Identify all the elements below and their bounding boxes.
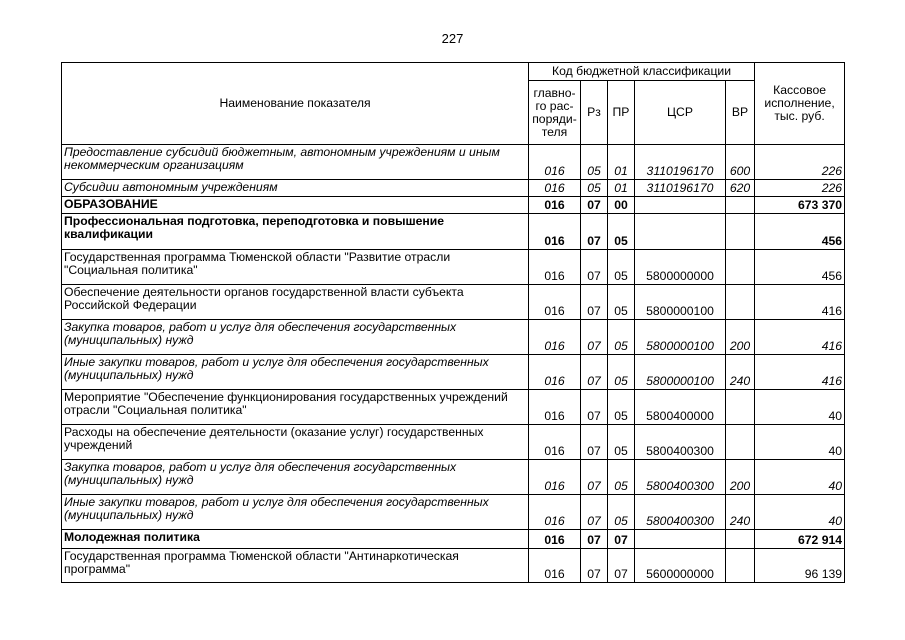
table-row (62, 495, 845, 530)
row-csr (635, 530, 726, 549)
row-csr (635, 214, 726, 250)
row-csr: 5800000100 (635, 285, 726, 320)
row-pr: 05 (608, 320, 635, 355)
row-csr: 5800000100 (635, 320, 726, 355)
row-vr (726, 549, 755, 583)
row-pr: 05 (608, 250, 635, 285)
row-pr: 05 (608, 285, 635, 320)
row-amount: 96 139 (755, 549, 845, 583)
table-row (62, 355, 845, 390)
row-amount: 673 370 (755, 197, 845, 214)
row-csr: 3110196170 (635, 180, 726, 197)
row-vr: 200 (726, 320, 755, 355)
row-glavn: 016 (529, 549, 581, 583)
table-row (62, 250, 845, 285)
row-rz: 07 (581, 390, 608, 425)
row-rz: 07 (581, 460, 608, 495)
row-amount: 416 (755, 355, 845, 390)
row-amount: 456 (755, 250, 845, 285)
row-vr: 600 (726, 145, 755, 180)
row-csr: 5800000000 (635, 250, 726, 285)
row-amount: 416 (755, 320, 845, 355)
row-name: Молодежная политика (62, 530, 529, 549)
row-rz: 07 (581, 197, 608, 214)
row-name: Субсидии автономным учреждениям (62, 180, 529, 197)
header-amount: Кассовое исполнение, тыс. руб. (755, 63, 845, 145)
page-number: 227 (441, 31, 464, 46)
row-rz: 07 (581, 250, 608, 285)
header-pr: ПР (608, 81, 635, 145)
row-amount: 40 (755, 460, 845, 495)
row-name: Иные закупки товаров, работ и услуг для обеспечения государственных (муниципальных) нужд (62, 495, 529, 530)
row-pr: 01 (608, 180, 635, 197)
table-row (62, 530, 845, 549)
row-glavn: 016 (529, 250, 581, 285)
row-name: Мероприятие "Обеспечение функционирования государственных учреждений отрасли "Социальная политика" (62, 390, 529, 425)
table-row (62, 460, 845, 495)
row-csr: 5800400300 (635, 460, 726, 495)
row-pr: 01 (608, 145, 635, 180)
row-rz: 07 (581, 549, 608, 583)
row-glavn: 016 (529, 180, 581, 197)
row-amount: 40 (755, 425, 845, 460)
row-vr: 200 (726, 460, 755, 495)
row-csr: 5800400300 (635, 495, 726, 530)
table-row (62, 320, 845, 355)
row-vr (726, 425, 755, 460)
table-row (62, 425, 845, 460)
header-glavn: главно-го рас-поряди-теля (529, 81, 581, 145)
row-vr: 620 (726, 180, 755, 197)
header-kbk-group: Код бюджетной классификации (529, 63, 755, 81)
row-glavn: 016 (529, 495, 581, 530)
row-glavn: 016 (529, 425, 581, 460)
table-row (62, 549, 845, 583)
row-vr: 240 (726, 495, 755, 530)
row-csr: 5600000000 (635, 549, 726, 583)
row-name: Закупка товаров, работ и услуг для обеспечения государственных (муниципальных) нужд (62, 460, 529, 495)
row-rz: 05 (581, 180, 608, 197)
row-pr: 05 (608, 390, 635, 425)
row-csr: 3110196170 (635, 145, 726, 180)
row-csr (635, 197, 726, 214)
table-row (62, 180, 845, 197)
header-vr: ВР (726, 81, 755, 145)
row-glavn: 016 (529, 214, 581, 250)
row-pr: 00 (608, 197, 635, 214)
row-pr: 05 (608, 355, 635, 390)
row-name: Предоставление субсидий бюджетным, автономным учреждениям и иным некоммерческим организациям (62, 145, 529, 180)
row-amount: 456 (755, 214, 845, 250)
row-pr: 07 (608, 549, 635, 583)
row-name: ОБРАЗОВАНИЕ (62, 197, 529, 214)
row-vr (726, 250, 755, 285)
row-vr (726, 530, 755, 549)
row-name: Обеспечение деятельности органов государственной власти субъекта Российской Федерации (62, 285, 529, 320)
row-vr (726, 197, 755, 214)
row-name: Иные закупки товаров, работ и услуг для обеспечения государственных (муниципальных) нужд (62, 355, 529, 390)
row-glavn: 016 (529, 390, 581, 425)
table-row (62, 285, 845, 320)
row-name: Государственная программа Тюменской области "Развитие отрасли "Социальная политика" (62, 250, 529, 285)
row-rz: 07 (581, 214, 608, 250)
row-rz: 07 (581, 355, 608, 390)
row-pr: 05 (608, 495, 635, 530)
row-rz: 07 (581, 530, 608, 549)
row-name: Закупка товаров, работ и услуг для обеспечения государственных (муниципальных) нужд (62, 320, 529, 355)
row-pr: 07 (608, 530, 635, 549)
row-pr: 05 (608, 425, 635, 460)
table-row (62, 390, 845, 425)
row-glavn: 016 (529, 355, 581, 390)
header-rz: Рз (581, 81, 608, 145)
row-vr (726, 214, 755, 250)
row-rz: 07 (581, 425, 608, 460)
row-amount: 416 (755, 285, 845, 320)
row-pr: 05 (608, 460, 635, 495)
row-name: Расходы на обеспечение деятельности (оказание услуг) государственных учреждений (62, 425, 529, 460)
row-rz: 07 (581, 495, 608, 530)
row-amount: 40 (755, 495, 845, 530)
row-rz: 07 (581, 285, 608, 320)
row-csr: 5800400300 (635, 425, 726, 460)
row-pr: 05 (608, 214, 635, 250)
row-vr (726, 285, 755, 320)
row-amount: 672 914 (755, 530, 845, 549)
row-amount: 40 (755, 390, 845, 425)
header-row-top (62, 63, 845, 81)
row-vr: 240 (726, 355, 755, 390)
row-glavn: 016 (529, 530, 581, 549)
row-name: Профессиональная подготовка, переподготовка и повышение квалификации (62, 214, 529, 250)
row-glavn: 016 (529, 145, 581, 180)
row-glavn: 016 (529, 320, 581, 355)
table-row (62, 197, 845, 214)
row-csr: 5800000100 (635, 355, 726, 390)
row-rz: 05 (581, 145, 608, 180)
header-csr: ЦСР (635, 81, 726, 145)
row-name: Государственная программа Тюменской области "Антинаркотическая программа" (62, 549, 529, 583)
row-glavn: 016 (529, 460, 581, 495)
row-csr: 5800400000 (635, 390, 726, 425)
row-glavn: 016 (529, 285, 581, 320)
table-row (62, 145, 845, 180)
row-amount: 226 (755, 145, 845, 180)
row-vr (726, 390, 755, 425)
row-amount: 226 (755, 180, 845, 197)
row-rz: 07 (581, 320, 608, 355)
header-name: Наименование показателя (62, 63, 529, 145)
budget-table (61, 62, 845, 583)
table-row (62, 214, 845, 250)
row-glavn: 016 (529, 197, 581, 214)
